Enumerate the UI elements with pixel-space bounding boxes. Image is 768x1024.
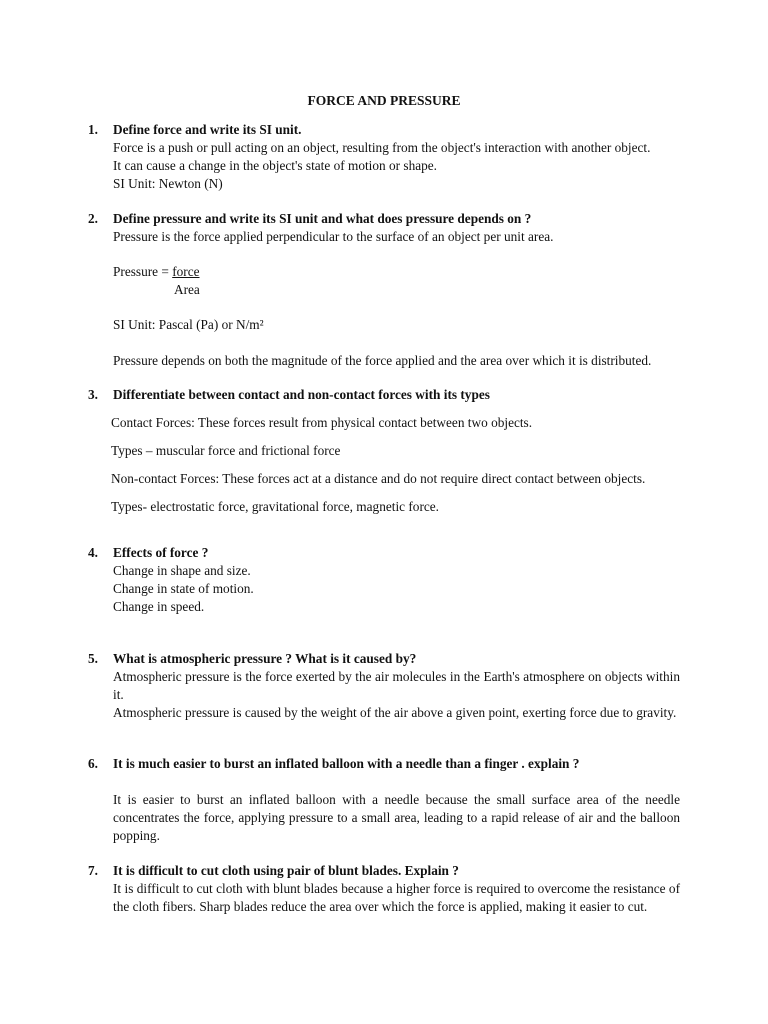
list-item: Change in state of motion. [113,581,254,596]
question-text: What is atmospheric pressure ? What is it caused by? [113,651,417,666]
answer-paragraph: Atmospheric pressure is the force exerted by the air molecules in the Earth's atmosphere on objects within it. [113,669,680,702]
question-number: 7. [88,863,98,878]
question-4-heading [88,544,680,562]
question-number: 1. [88,122,98,137]
answer-line: Force is a push or pull acting on an object, resulting from the object's interaction with another object. [113,140,651,155]
question-text: Effects of force ? [113,545,209,560]
noncontact-forces: Non-contact Forces: These forces act at a distance and do not require direct contact between objects. [111,471,646,486]
question-2 [88,210,680,370]
formula-denominator: Area [174,282,200,297]
question-6-heading [88,755,680,773]
question-number: 6. [88,756,98,771]
question-3-heading [88,386,680,404]
pressure-formula [113,263,680,299]
answer-line: Pressure is the force applied perpendicular to the surface of an object per unit area. [113,229,554,244]
question-6 [88,755,680,845]
si-unit: SI Unit: Newton (N) [113,176,223,191]
question-text: Define force and write its SI unit. [113,122,302,137]
question-5 [88,650,680,722]
answer-line: Pressure depends on both the magnitude of the force applied and the area over which it is distributed. [113,353,652,368]
question-text: Define pressure and write its SI unit and what does pressure depends on ? [113,211,532,226]
answer-6: It is easier to burst an inflated balloon with a needle because the small surface area of the needle concentrates the force, applying pressure to a small area, leading to a rapid release of air and the balloon popping. [113,792,680,843]
question-text: It is much easier to burst an inflated balloon with a needle than a finger . explain ? [113,756,580,771]
si-unit: SI Unit: Pascal (Pa) or N/m² [113,317,264,332]
question-4 [88,544,680,616]
answer-4 [113,562,680,616]
question-number: 2. [88,211,98,226]
answer-7: It is difficult to cut cloth with blunt blades because a higher force is required to overcome the resistance of the cloth fibers. Sharp blades reduce the area over which the force is applied, making it easier to cut. [113,881,680,914]
answer-3 [111,414,680,516]
answer-1 [113,139,680,193]
contact-forces: Contact Forces: These forces result from physical contact between two objects. [111,415,533,430]
noncontact-types: Types- electrostatic force, gravitational force, magnetic force. [111,499,440,514]
answer-2 [113,228,680,370]
question-text: Differentiate between contact and non-contact forces with its types [113,387,490,402]
question-3 [88,386,680,516]
question-7-heading [88,862,680,880]
question-1 [88,121,680,193]
question-7 [88,862,680,916]
answer-line: It can cause a change in the object's state of motion or shape. [113,158,437,173]
question-number: 5. [88,651,98,666]
question-text: It is difficult to cut cloth using pair of blunt blades. Explain ? [113,863,459,878]
answer-paragraph: Atmospheric pressure is caused by the weight of the air above a given point, exerting force due to gravity. [113,705,677,720]
question-number: 3. [88,387,98,402]
contact-types: Types – muscular force and frictional force [111,443,341,458]
list-item: Change in speed. [113,599,205,614]
question-number: 4. [88,545,98,560]
question-1-heading [88,121,680,139]
question-5-heading [88,650,680,668]
question-2-heading [88,210,680,228]
answer-5 [113,668,680,722]
document-title: FORCE AND PRESSURE [307,93,461,108]
list-item: Change in shape and size. [113,563,251,578]
formula-numerator: force [172,264,200,279]
formula-lhs: Pressure = [113,264,173,279]
